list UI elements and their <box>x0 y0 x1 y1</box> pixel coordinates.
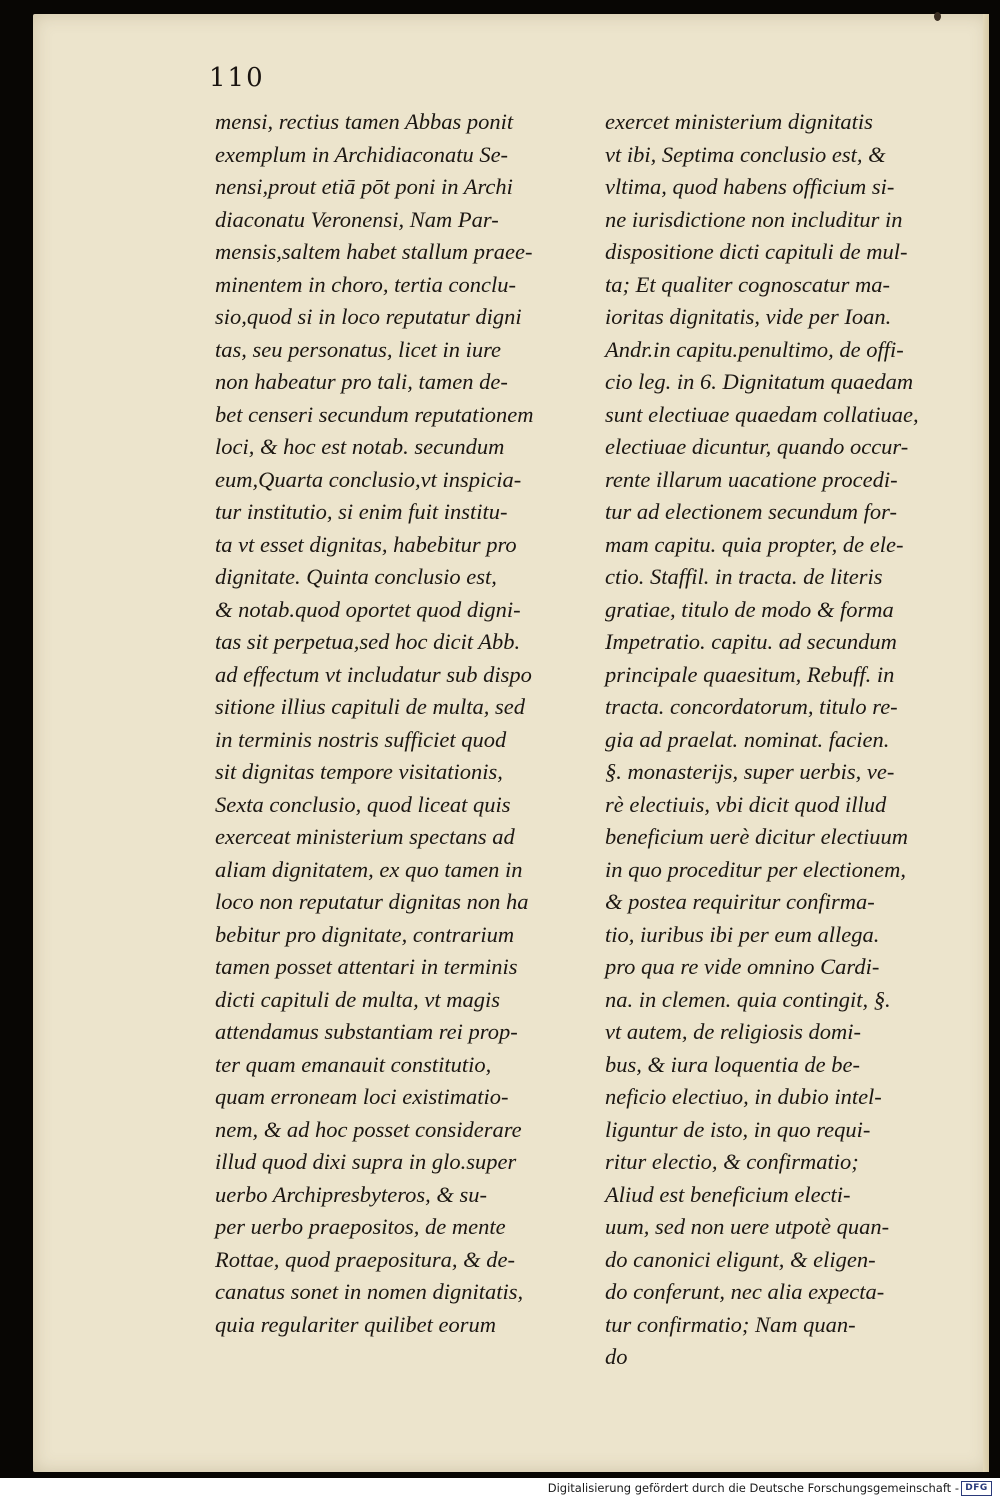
text-line: dicti capituli de multa, vt magis <box>215 986 500 1012</box>
text-line: vt ibi, Septima conclusio est, & <box>605 141 886 167</box>
text-line: dispositione dicti capituli de mul- <box>605 239 908 264</box>
text-line: quam erroneam loci existimatio- <box>215 1084 509 1109</box>
text-line: sunt electiuae quaedam collatiuae, <box>605 401 919 427</box>
text-line: bus, & iura loquentia de be- <box>605 1051 860 1077</box>
text-line: ter quam emanauit constitutio, <box>215 1051 492 1077</box>
text-line: §. monasterijs, super uerbis, ve- <box>605 759 895 784</box>
text-line: tur ad electionem secundum for- <box>605 499 897 524</box>
text-line: per uerbo praepositos, de mente <box>215 1214 506 1239</box>
text-line: ritur electio, & confirmatio; <box>605 1149 859 1174</box>
text-line: Aliud est beneficium electi- <box>605 1181 851 1207</box>
text-line: Rottae, quod praepositura, & de- <box>215 1246 515 1272</box>
digitization-credit: Digitalisierung gefördert durch die Deutsche Forschungsgemeinschaft - <box>547 1481 959 1495</box>
text-line: & notab.quod oportet quod digni- <box>215 596 521 622</box>
text-line: tracta. concordatorum, titulo re- <box>605 694 898 719</box>
text-line: pro qua re vide omnino Cardi- <box>605 954 880 979</box>
text-line: cio leg. in 6. Dignitatum quaedam <box>605 369 914 394</box>
text-line: ctio. Staffil. in tracta. de literis <box>605 564 883 589</box>
text-line: mensis,saltem habet stallum praee- <box>215 239 533 264</box>
text-line: in quo proceditur per electionem, <box>605 856 906 882</box>
text-line: vt autem, de religiosis domi- <box>605 1019 862 1044</box>
text-line: attendamus substantiam rei prop- <box>215 1019 518 1044</box>
text-line: bebitur pro dignitate, contrarium <box>215 921 515 947</box>
text-line: & postea requiritur confirma- <box>605 889 875 914</box>
dfg-logo: DFG <box>961 1481 992 1496</box>
ink-spot <box>934 12 941 21</box>
text-line: gratiae, titulo de modo & forma <box>605 596 894 622</box>
text-line: sitione illius capituli de multa, sed <box>215 694 525 719</box>
text-line: ne iurisdictione non includitur in <box>605 206 903 232</box>
text-line: non habeatur pro tali, tamen de- <box>215 369 508 394</box>
text-line: exerceat ministerium spectans ad <box>215 824 515 849</box>
text-line: rente illarum uacatione procedi- <box>605 466 898 492</box>
text-line: do canonici eligunt, & eligen- <box>605 1246 876 1272</box>
left-text-column <box>215 106 533 1341</box>
text-line: Sexta conclusio, quod liceat quis <box>215 791 511 817</box>
text-line: tamen posset attentari in terminis <box>215 954 518 979</box>
text-line: nensi,prout etiā pōt poni in Archi <box>215 174 513 199</box>
text-line: uum, sed non uere utpotè quan- <box>605 1214 890 1239</box>
text-line: principale quaesitum, Rebuff. in <box>605 661 895 687</box>
text-line: minentem in choro, tertia conclu- <box>215 271 516 297</box>
text-line: liguntur de isto, in quo requi- <box>605 1116 871 1142</box>
text-line: eum,Quarta conclusio,vt inspicia- <box>215 466 522 492</box>
text-line: illud quod dixi supra in glo.super <box>215 1149 517 1174</box>
text-line: ad effectum vt includatur sub dispo <box>215 661 532 687</box>
text-line: beneficium uerè dicitur electiuum <box>605 824 909 849</box>
page-edge <box>983 14 989 1472</box>
text-line: tur confirmatio; Nam quan- <box>605 1311 856 1337</box>
text-line: tas, seu personatus, licet in iure <box>215 336 502 362</box>
text-line: loco non reputatur dignitas non ha <box>215 889 529 914</box>
text-line: tur institutio, si enim fuit institu- <box>215 499 508 524</box>
right-text-column <box>605 106 919 1374</box>
text-line: electiuae dicuntur, quando occur- <box>605 434 909 459</box>
text-line: bet censeri secundum reputationem <box>215 401 534 427</box>
text-line: na. in clemen. quia contingit, §. <box>605 986 891 1012</box>
text-line: canatus sonet in nomen dignitatis, <box>215 1279 524 1304</box>
text-line: in terminis nostris sufficiet quod <box>215 726 507 752</box>
text-line: tio, iuribus ibi per eum allega. <box>605 921 880 947</box>
text-line: tas sit perpetua,sed hoc dicit Abb. <box>215 629 521 654</box>
text-line: do conferunt, nec alia expecta- <box>605 1279 885 1304</box>
page-number: 110 <box>209 63 265 93</box>
text-line: rè electiuis, vbi dicit quod illud <box>605 791 887 817</box>
text-line: nem, & ad hoc posset considerare <box>215 1116 522 1142</box>
text-line: quia regulariter quilibet eorum <box>215 1311 497 1337</box>
text-line: dignitate. Quinta conclusio est, <box>215 564 497 589</box>
text-line: ta; Et qualiter cognoscatur ma- <box>605 271 890 297</box>
text-line: vltima, quod habens officium si- <box>605 174 895 199</box>
text-line: ta vt esset dignitas, habebitur pro <box>215 531 517 557</box>
text-line: sio,quod si in loco reputatur digni <box>215 304 522 329</box>
text-line: mensi, rectius tamen Abbas ponit <box>215 109 514 134</box>
text-line: Impetratio. capitu. ad secundum <box>605 629 897 654</box>
text-line: sit dignitas tempore visitationis, <box>215 759 503 784</box>
text-line: uerbo Archipresbyteros, & su- <box>215 1181 488 1207</box>
text-line: gia ad praelat. nominat. facien. <box>605 726 890 752</box>
text-line: neficio electiuo, in dubio intel- <box>605 1084 882 1109</box>
text-line: exercet ministerium dignitatis <box>605 109 873 134</box>
text-line: diaconatu Veronensi, Nam Par- <box>215 206 499 232</box>
text-line: Andr.in capitu.penultimo, de offi- <box>605 336 904 362</box>
text-line: ioritas dignitatis, vide per Ioan. <box>605 304 892 329</box>
text-line: do <box>605 1344 628 1369</box>
text-line: loci, & hoc est notab. secundum <box>215 434 505 459</box>
text-line: exemplum in Archidiaconatu Se- <box>215 141 509 167</box>
text-line: aliam dignitatem, ex quo tamen in <box>215 856 523 882</box>
book-page <box>33 14 989 1472</box>
text-line: mam capitu. quia propter, de ele- <box>605 531 904 557</box>
